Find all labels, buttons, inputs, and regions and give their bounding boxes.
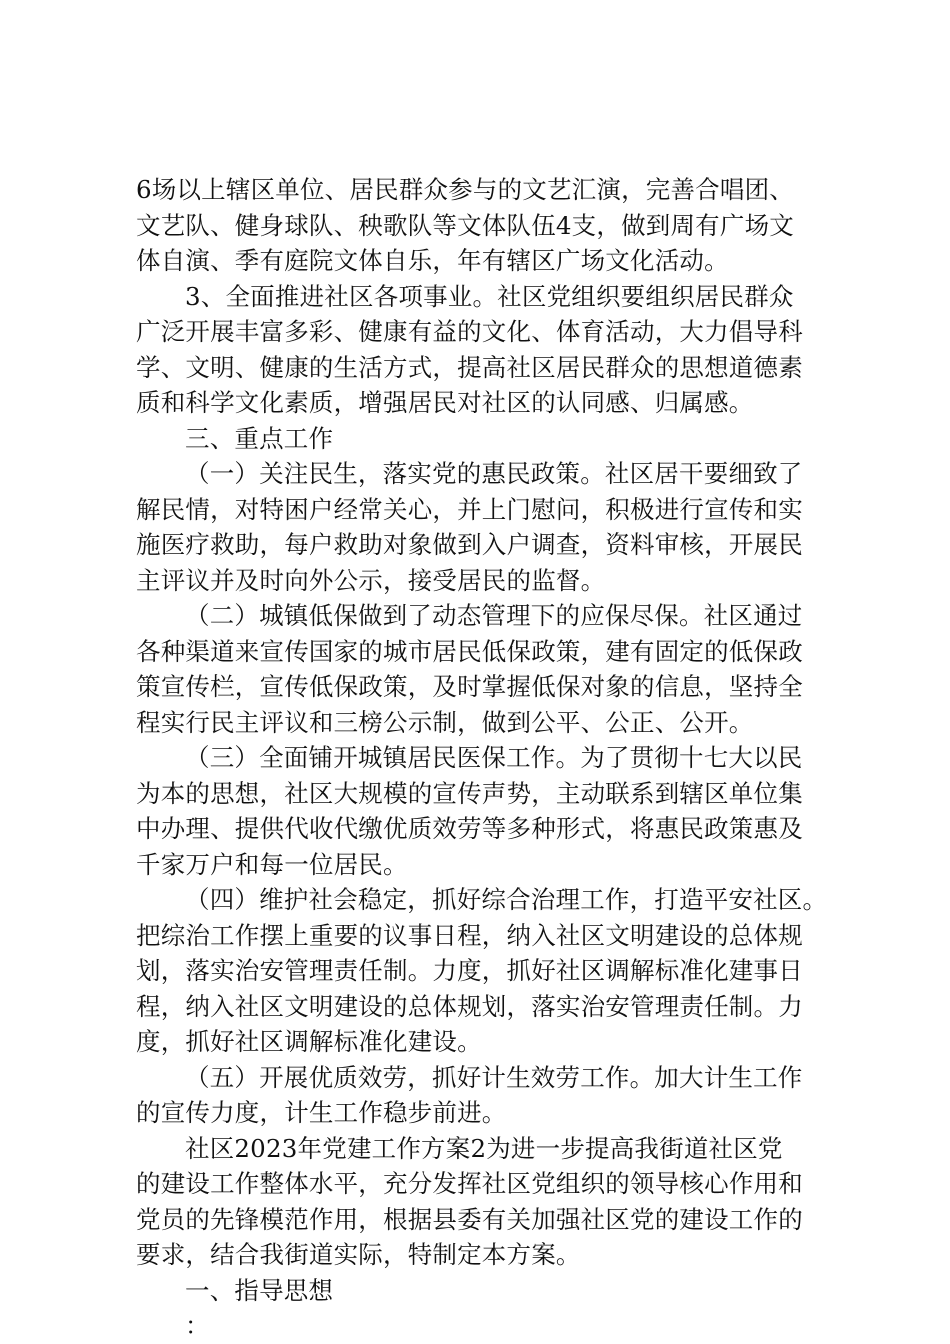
text-line: 策宣传栏，宣传低保政策，及时掌握低保对象的信息，坚持全 (136, 672, 803, 701)
text-line: （四）维护社会稳定，抓好综合治理工作，打造平安社区。 (185, 885, 828, 914)
text-line: 质和科学文化素质，增强居民对社区的认同感、归属感。 (136, 388, 754, 417)
text-line: 程，纳入社区文明建设的总体规划，落实治安管理责任制。力 (136, 991, 803, 1021)
text-line: 要求，结合我街道实际，特制定本方案。 (136, 1240, 581, 1269)
text-line: 学、文明、健康的生活方式，提高社区居民群众的思想道德素 (136, 352, 803, 382)
text-line: 的建设工作整体水平，充分发挥社区党组织的领导核心作用和 (136, 1169, 803, 1198)
text-line: （五）开展优质效劳，抓好计生效劳工作。加大计生工作 (185, 1062, 803, 1092)
text-line: 6场以上辖区单位、居民群众参与的文艺汇演，完善合唱团、 (136, 175, 794, 204)
text-line: 三、重点工作 (185, 423, 334, 453)
document-body (136, 172, 836, 1344)
text-line: 广泛开展丰富多彩、健康有益的文化、体育活动，大力倡导科 (136, 317, 803, 346)
text-line: 中办理、提供代收代缴优质效劳等多种形式，将惠民政策惠及 (136, 814, 803, 843)
text-line: 文艺队、健身球队、秧歌队等文体队伍4支，做到周有广场文 (136, 210, 794, 240)
text-line: 程实行民主评议和三榜公示制，做到公平、公正、公开。 (136, 707, 754, 737)
text-line: 为本的思想，社区大规模的宣传声势，主动联系到辖区单位集 (136, 778, 803, 808)
text-line: 施医疗救助，每户救助对象做到入户调查，资料审核，开展民 (136, 530, 803, 559)
text-line: 一、指导思想 (185, 1275, 334, 1305)
text-line: 社区2023年党建工作方案2为进一步提高我街道社区党 (185, 1133, 783, 1163)
text-line: 各种渠道来宣传国家的城市居民低保政策，建有固定的低保政 (136, 636, 803, 666)
text-line: ： (185, 1311, 210, 1340)
text-line: （三）全面铺开城镇居民医保工作。为了贯彻十七大以民 (185, 743, 803, 772)
text-line: 3、全面推进社区各项事业。社区党组织要组织居民群众 (185, 281, 794, 311)
text-line: 主评议并及时向外公示，接受居民的监督。 (136, 565, 606, 595)
text-line: 划，落实治安管理责任制。力度，抓好社区调解标准化建事日 (136, 956, 803, 985)
text-line: 党员的先锋模范作用，根据县委有关加强社区党的建设工作的 (136, 1204, 803, 1234)
text-line: 解民情，对特困户经常关心，并上门慰问，积极进行宣传和实 (136, 494, 803, 524)
text-line: 的宣传力度，计生工作稳步前进。 (136, 1098, 507, 1127)
text-line: 千家万户和每一位居民。 (136, 849, 408, 879)
text-line: 度，抓好社区调解标准化建设。 (136, 1027, 482, 1056)
text-line: 体自演、季有庭院文体自乐，年有辖区广场文化活动。 (136, 246, 729, 275)
text-line: （一）关注民生，落实党的惠民政策。社区居干要细致了 (185, 459, 803, 488)
text-line: （二）城镇低保做到了动态管理下的应保尽保。社区通过 (185, 601, 803, 630)
text-line: 把综治工作摆上重要的议事日程，纳入社区文明建设的总体规 (136, 920, 803, 950)
